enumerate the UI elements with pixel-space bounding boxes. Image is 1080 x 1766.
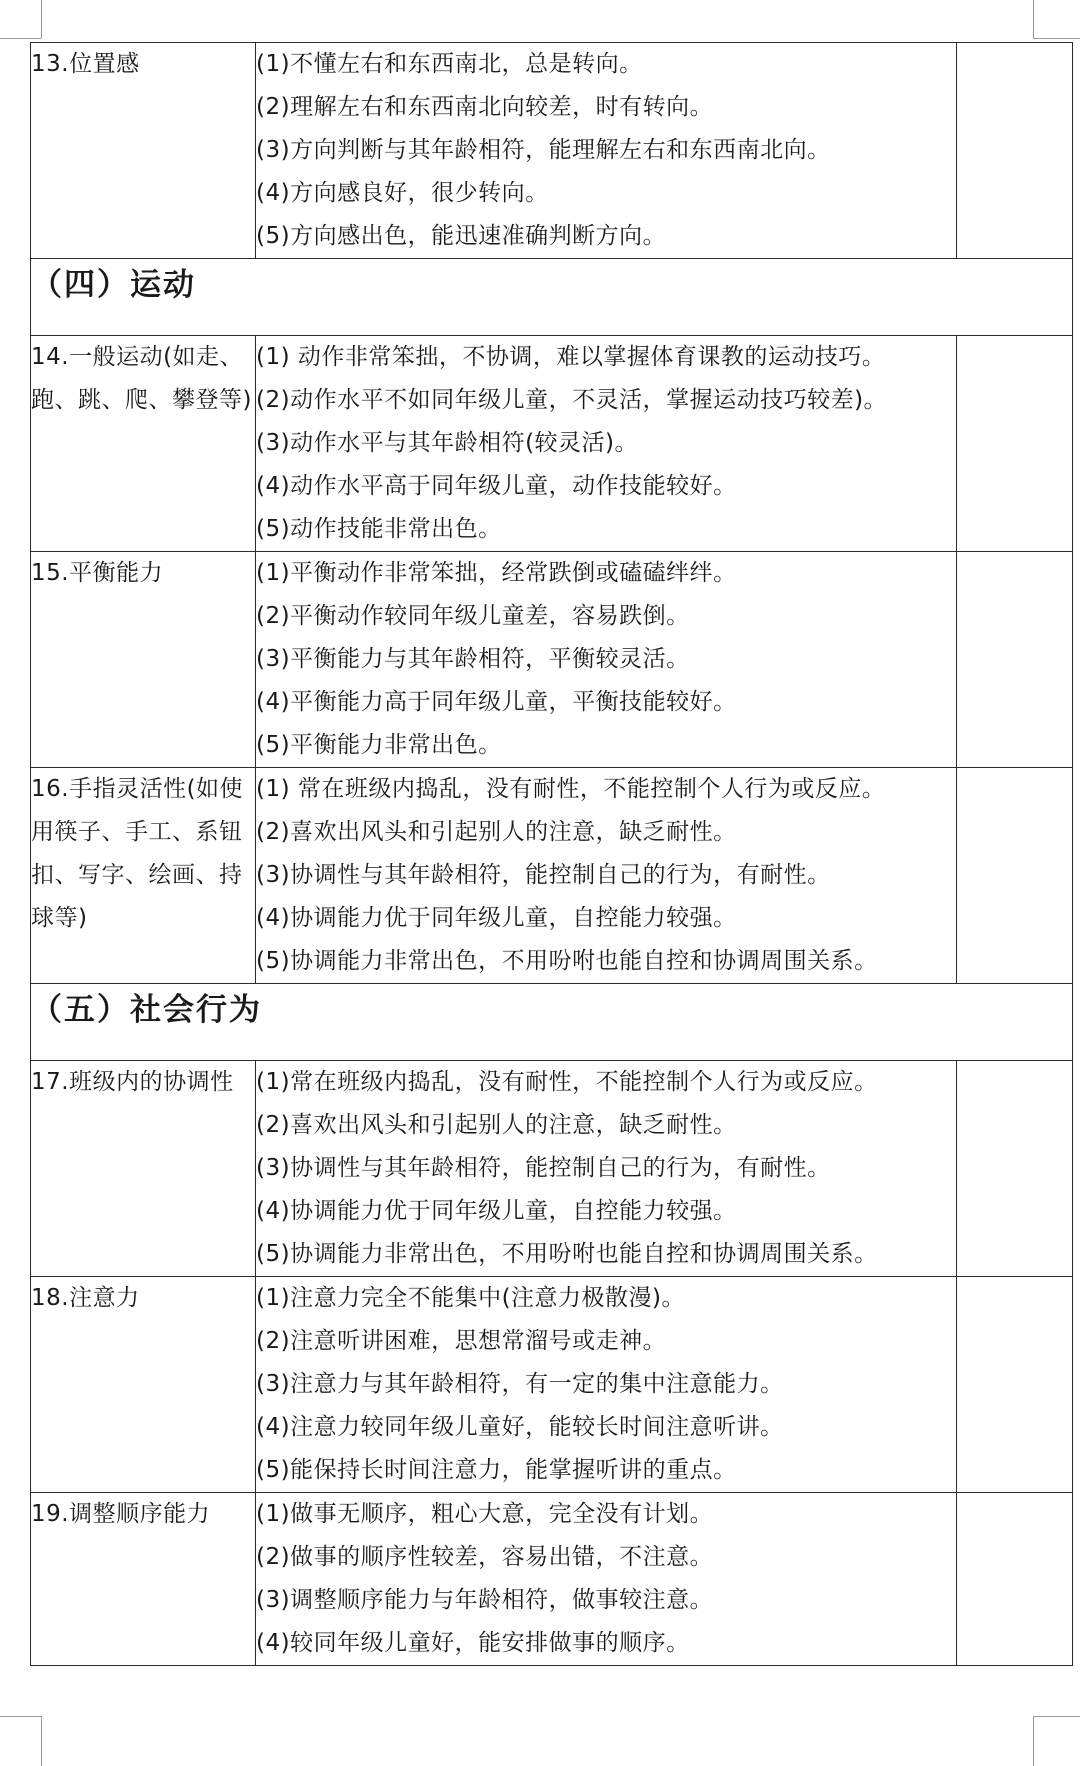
level-option: (3)方向判断与其年龄相符，能理解左右和东西南北向。 [256,137,831,163]
item-label: 17.班级内的协调性 [31,1061,256,1277]
level-list [256,768,957,984]
table-row-16 [31,768,1073,984]
table-row-15 [31,552,1073,768]
level-option: (3)协调性与其年龄相符，能控制自己的行为，有耐性。 [256,862,831,888]
crop-mark-bottom-left-horizontal [0,1716,41,1717]
level-option: (4)动作水平高于同年级儿童，动作技能较好。 [256,473,737,499]
table-row-19 [31,1493,1073,1666]
item-label: 15.平衡能力 [31,552,256,768]
level-option: (4)方向感良好，很少转向。 [256,180,549,206]
item-label: 18.注意力 [31,1277,256,1493]
level-option: (5)平衡能力非常出色。 [256,732,502,758]
level-option: (5)协调能力非常出色，不用吩咐也能自控和协调周围关系。 [256,1241,878,1267]
level-option: (4)较同年级儿童好，能安排做事的顺序。 [256,1630,690,1656]
level-option: (5)方向感出色，能迅速准确判断方向。 [256,223,667,249]
score-cell[interactable] [957,336,1073,552]
level-option: (1)不懂左右和东西南北，总是转向。 [256,51,643,77]
crop-mark-top-right-horizontal [1033,38,1080,39]
crop-mark-bottom-left-vertical [41,1716,42,1766]
level-option: (2)做事的顺序性较差，容易出错，不注意。 [256,1544,714,1570]
level-option: (3)协调性与其年龄相符，能控制自己的行为，有耐性。 [256,1155,831,1181]
item-label: 16.手指灵活性(如使用筷子、手工、系钮扣、写字、绘画、持球等) [31,768,256,984]
item-label: 13.位置感 [31,43,256,259]
score-cell[interactable] [957,1061,1073,1277]
level-option: (1)注意力完全不能集中(注意力极散漫)。 [256,1285,686,1311]
section-row-social [31,984,1073,1061]
crop-mark-bottom-right-horizontal [1033,1716,1080,1717]
table-row-18 [31,1277,1073,1493]
level-option: (1)平衡动作非常笨拙，经常跌倒或磕磕绊绊。 [256,560,737,586]
level-list [256,1061,957,1277]
score-cell[interactable] [957,768,1073,984]
crop-mark-bottom-right-vertical [1033,1716,1034,1766]
level-option: (2)理解左右和东西南北向较差，时有转向。 [256,94,714,120]
level-list [256,1277,957,1493]
score-cell[interactable] [957,552,1073,768]
score-cell[interactable] [957,43,1073,259]
level-option: (5)协调能力非常出色，不用吩咐也能自控和协调周围关系。 [256,948,878,974]
score-cell[interactable] [957,1277,1073,1493]
level-option: (1) 常在班级内捣乱，没有耐性，不能控制个人行为或反应。 [256,776,886,802]
table-row-13 [31,43,1073,259]
level-option: (3)平衡能力与其年龄相符，平衡较灵活。 [256,646,690,672]
level-option: (2)喜欢出风头和引起别人的注意，缺乏耐性。 [256,1112,737,1138]
crop-mark-top-right-vertical [1033,0,1034,38]
table-row-14 [31,336,1073,552]
level-list [256,336,957,552]
section-row-motor [31,259,1073,336]
item-label: 14.一般运动(如走、跑、跳、爬、攀登等) [31,336,256,552]
level-option: (5)动作技能非常出色。 [256,516,502,542]
level-option: (1)做事无顺序，粗心大意，完全没有计划。 [256,1501,714,1527]
level-option: (4)协调能力优于同年级儿童，自控能力较强。 [256,905,737,931]
section-heading: （四）运动 [31,259,1073,336]
score-cell[interactable] [957,1493,1073,1666]
level-option: (4)注意力较同年级儿童好，能较长时间注意听讲。 [256,1414,784,1440]
table-row-17 [31,1061,1073,1277]
level-option: (2)平衡动作较同年级儿童差，容易跌倒。 [256,603,690,629]
crop-mark-top-left-vertical [41,0,42,38]
level-option: (2)喜欢出风头和引起别人的注意，缺乏耐性。 [256,819,737,845]
level-option: (3)注意力与其年龄相符，有一定的集中注意能力。 [256,1371,784,1397]
level-list [256,552,957,768]
level-option: (1)常在班级内捣乱，没有耐性，不能控制个人行为或反应。 [256,1069,878,1095]
level-list [256,43,957,259]
level-option: (1) 动作非常笨拙，不协调，难以掌握体育课教的运动技巧。 [256,344,886,370]
level-option: (4)平衡能力高于同年级儿童，平衡技能较好。 [256,689,737,715]
level-option: (5)能保持长时间注意力，能掌握听讲的重点。 [256,1457,737,1483]
level-option: (4)协调能力优于同年级儿童，自控能力较强。 [256,1198,737,1224]
level-option: (3)调整顺序能力与年龄相符，做事较注意。 [256,1587,714,1613]
crop-mark-top-left-horizontal [0,38,41,39]
level-option: (2)注意听讲困难，思想常溜号或走神。 [256,1328,667,1354]
level-list [256,1493,957,1666]
item-label: 19.调整顺序能力 [31,1493,256,1666]
assessment-table [30,42,1073,1666]
level-option: (2)动作水平不如同年级儿童，不灵活，掌握运动技巧较差)。 [256,387,888,413]
section-heading: （五）社会行为 [31,984,1073,1061]
level-option: (3)动作水平与其年龄相符(较灵活)。 [256,430,639,456]
